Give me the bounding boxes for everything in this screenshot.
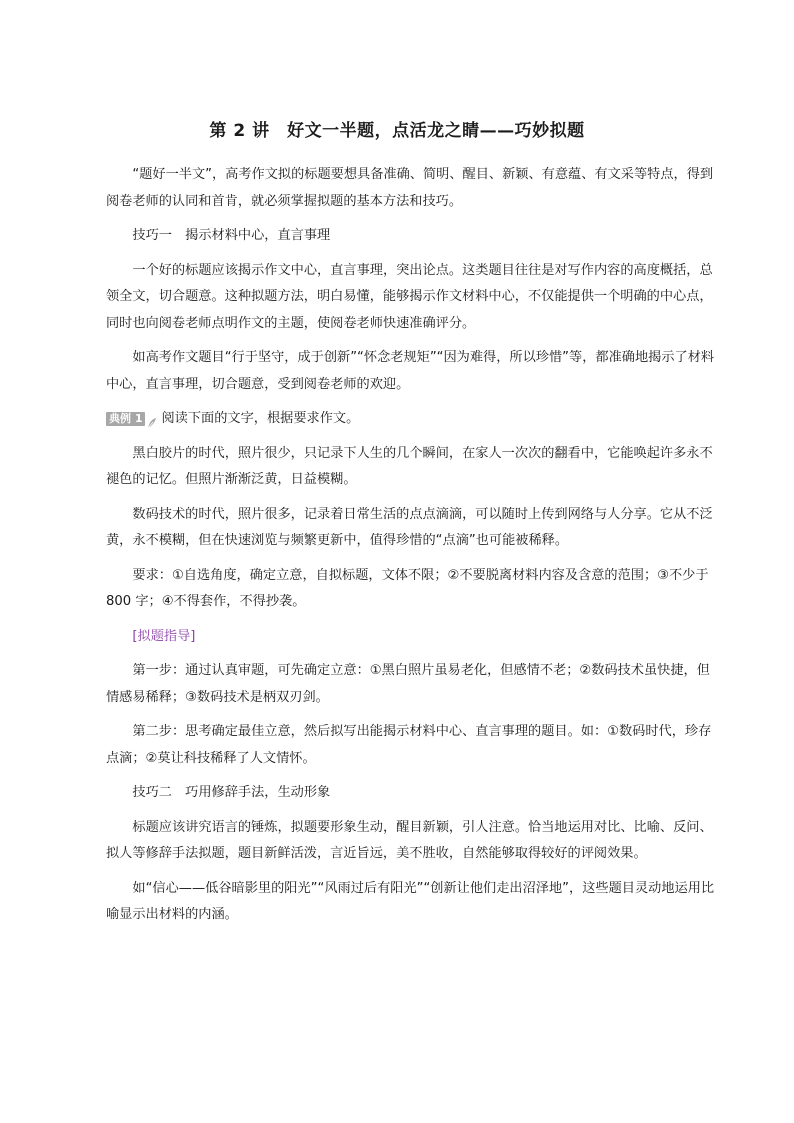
requirements-paragraph: 要求：①自选角度，确定立意，自拟标题，文体不限；②不要脱离材料内容及含意的范围；③不少于800 字；④不得套作，不得抄袭。 <box>106 567 709 609</box>
page-title: 第 2 讲 好文一半题，点活龙之睛——巧妙拟题 <box>209 121 585 141</box>
step1-paragraph: 第一步：通过认真审题，可先确定立意：①黑白照片虽易老化，但感情不老；②数码技术虽快捷，但情感易稀释；③数码技术是柄双刃剑。 <box>106 663 710 705</box>
tip1-body-paragraph: 一个好的标题应该揭示作文中心，直言事理，突出论点。这类题目往往是对写作内容的高度概括，总领全文，切合题意。这种拟题方法，明白易懂，能够揭示作文材料中心，不仅能提供一个明确的中心点，同时也向阅卷老师点明作文的主题，使阅卷老师快速准确评分。 <box>106 262 713 331</box>
example-badge: 典例 1 <box>106 412 145 426</box>
tip2-heading: 技巧二 巧用修辞手法，生动形象 <box>132 785 331 800</box>
example-heading-row <box>106 406 718 433</box>
tip1-heading: 技巧一 揭示材料中心，直言事理 <box>132 228 331 243</box>
intro-paragraph: “题好一半文”，高考作文拟的标题要想具备准确、简明、醒目、新颖、有意蕴、有文采等特点，得到阅卷老师的认同和首肯，就必须掌握拟题的基本方法和技巧。 <box>106 167 714 209</box>
material-paragraph-1: 黑白胶片的时代，照片很少，只记录下人生的几个瞬间，在家人一次次的翻看中，它能唤起许多永不褪色的记忆。但照片渐渐泛黄，日益模糊。 <box>106 445 713 487</box>
tip2-example-paragraph: 如“信心——低谷暗影里的阳光”“风雨过后有阳光”“创新让他们走出沼泽地”，这些题目灵动地运用比喻显示出材料的内涵。 <box>106 880 715 922</box>
example-prompt: 阅读下面的文字，根据要求作文。 <box>161 411 360 426</box>
leaf-icon <box>147 413 157 425</box>
tip2-body-paragraph: 标题应该讲究语言的锤炼，拟题要形象生动，醒目新颖，引人注意。恰当地运用对比、比喻、反问、拟人等修辞手法拟题，题目新鲜活泼，言近旨远，美不胜收，自然能够取得较好的评阅效果。 <box>106 819 713 861</box>
document-body <box>106 162 718 937</box>
tip1-example-paragraph: 如高考作文题目“行于坚守，成于创新”“怀念老规矩”“因为难得，所以珍惜”等，都准确地揭示了材料中心，直言事理，切合题意，受到阅卷老师的欢迎。 <box>106 350 715 392</box>
step2-paragraph: 第二步：思考确定最佳立意，然后拟写出能揭示材料中心、直言事理的题目。如：①数码时代，珍存点滴；②莫让科技稀释了人文情怀。 <box>106 724 712 766</box>
guide-label: [拟题指导] <box>132 628 196 644</box>
material-paragraph-2: 数码技术的时代，照片很多，记录着日常生活的点点滴滴，可以随时上传到网络与人分享。它从不泛黄，永不模糊，但在快速浏览与频繁更新中，值得珍惜的“点滴”也可能被稀释。 <box>106 506 713 548</box>
